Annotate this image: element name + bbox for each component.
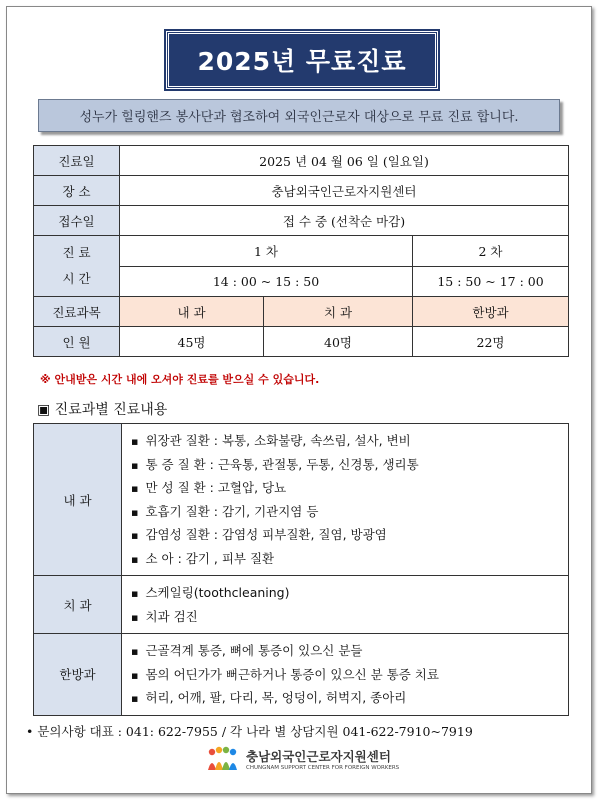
people-logo-icon [206, 746, 240, 772]
logo-english-name: CHUNGNAM SUPPORT CENTER FOR FOREIGN WORKERS [246, 765, 400, 771]
date-row [34, 146, 569, 176]
detail-table [33, 423, 569, 716]
list-item: ▪ 위장관 질환 : 복통, 소화불량, 속쓰림, 설사, 변비 [131, 429, 567, 453]
session1-time: 14 : 00 ~ 15 : 50 [120, 266, 413, 297]
list-item: ▪ 근골격계 통증, 뼈에 통증이 있으신 분들 [131, 639, 567, 663]
count-dental: 40명 [264, 327, 413, 357]
section-title: ▣ 진료과별 진료내용 [37, 402, 168, 418]
place-row [34, 176, 569, 206]
list-item: ▪ 스케일링(toothcleaning) [131, 581, 567, 605]
count-oriental: 22명 [413, 327, 569, 357]
list-item: ▪ 소 아 : 감기 , 피부 질환 [131, 547, 567, 571]
date-value: 2025 년 04 월 06 일 (일요일) [120, 146, 569, 176]
oriental-row [34, 634, 569, 716]
internal-label: 내 과 [34, 424, 122, 576]
dental-content [122, 576, 569, 634]
dept-internal: 내 과 [120, 297, 264, 327]
notice-text: ※ 안내받은 시간 내에 오셔야 진료를 받으실 수 있습니다. [40, 373, 320, 386]
dept-oriental: 한방과 [413, 297, 569, 327]
internal-content [122, 424, 569, 576]
reception-row [34, 206, 569, 236]
list-item: ▪ 호흡기 질환 : 감기, 기관지염 등 [131, 500, 567, 524]
dept-label: 진료과목 [34, 297, 120, 327]
session2-time: 15 : 50 ~ 17 : 00 [413, 266, 569, 297]
time-label [34, 236, 120, 297]
place-label: 장 소 [34, 176, 120, 206]
count-label: 인 원 [34, 327, 120, 357]
list-item: ▪ 감염성 질환 : 감염성 피부질환, 질염, 방광염 [131, 523, 567, 547]
logo-text [246, 747, 399, 771]
count-row [34, 327, 569, 357]
intro-banner: 성누가 힐링핸즈 봉사단과 협조하여 외국인근로자 대상으로 무료 진료 합니다. [38, 99, 560, 132]
place-value: 충남외국인근로자지원센터 [120, 176, 569, 206]
date-label: 진료일 [34, 146, 120, 176]
contact-info: • 문의사항 대표 : 041: 622-7955 / 각 나라 별 상담지원 041-622-7910~7919 [26, 724, 473, 739]
reception-label: 접수일 [34, 206, 120, 236]
list-item: ▪ 만 성 질 환 : 고혈압, 당뇨 [131, 476, 567, 500]
oriental-content [122, 634, 569, 716]
list-item: ▪ 허리, 어깨, 팔, 다리, 목, 엉덩이, 허벅지, 종아리 [131, 686, 567, 710]
center-logo [206, 746, 399, 772]
time-label-line2: 시 간 [62, 271, 91, 286]
dental-label: 치 과 [34, 576, 122, 634]
list-item: ▪ 몸의 어딘가가 뻐근하거나 통증이 있으신 분 통증 치료 [131, 663, 567, 687]
logo-korean-name: 충남외국인근로자지원센터 [246, 749, 391, 764]
reception-value: 접 수 중 (선착순 마감) [120, 206, 569, 236]
list-item: ▪ 치과 검진 [131, 605, 567, 629]
count-internal: 45명 [120, 327, 264, 357]
session2-name: 2 차 [413, 236, 569, 267]
info-table [33, 145, 569, 357]
list-item: ▪ 통 증 질 환 : 근육통, 관절통, 두통, 신경통, 생리통 [131, 453, 567, 477]
dept-dental: 치 과 [264, 297, 413, 327]
dept-row [34, 297, 569, 327]
session1-name: 1 차 [120, 236, 413, 267]
dental-row [34, 576, 569, 634]
time-label-line1: 진 료 [62, 245, 91, 260]
session-name-row [34, 236, 569, 267]
oriental-label: 한방과 [34, 634, 122, 716]
page-title: 2025년 무료진료 [166, 31, 438, 89]
internal-row [34, 424, 569, 576]
